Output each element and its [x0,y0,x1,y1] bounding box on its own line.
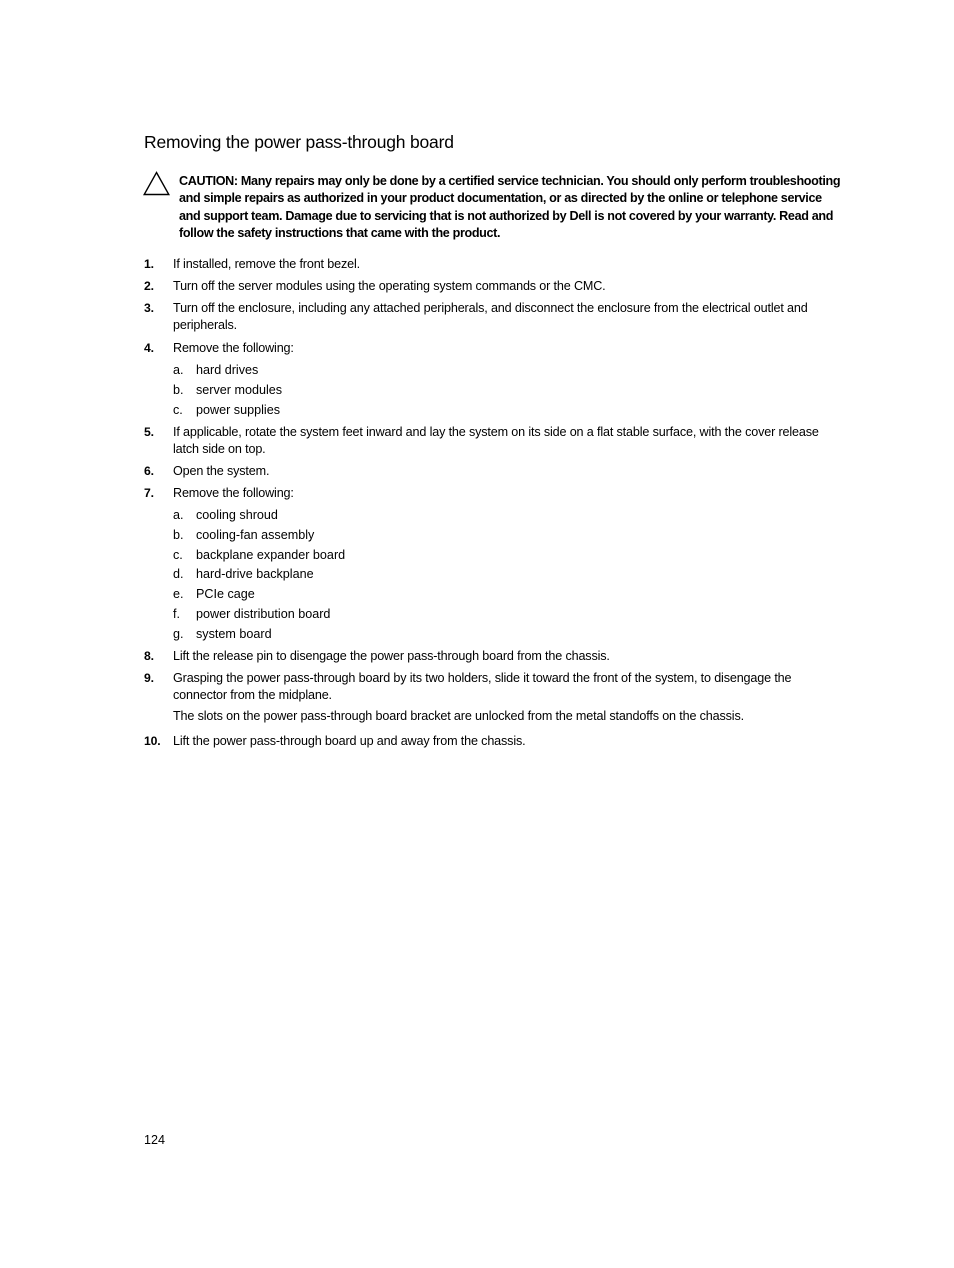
step-text: Remove the following: [173,341,294,355]
page-title: Removing the power pass-through board [144,132,454,152]
sub-item-text: system board [196,627,272,641]
step-text: If applicable, rotate the system feet inward and lay the system on its side on a flat stable surface, with the cover release latch side on top. [173,425,819,457]
step-number: 5. [144,425,154,439]
sub-item-text: hard-drive backplane [196,567,314,581]
step-number: 6. [144,464,154,478]
step-text: If installed, remove the front bezel. [173,257,360,271]
step-number: 1. [144,257,154,271]
sub-item-text: cooling-fan assembly [196,528,315,542]
sub-item-text: backplane expander board [196,548,346,562]
step-text: Lift the power pass-through board up and away from the chassis. [173,734,526,748]
sub-item-text: power distribution board [196,607,331,621]
step-text: Turn off the enclosure, including any attached peripherals, and disconnect the enclosure from the electrical outlet and peripherals. [173,301,808,333]
step-number: 7. [144,486,154,500]
sub-item-letter: b. [173,528,184,542]
sub-item-letter: c. [173,548,183,562]
sub-item-letter: b. [173,383,184,397]
step-text: Turn off the server modules using the operating system commands or the CMC. [173,279,606,293]
step-text: Open the system. [173,464,270,478]
sub-item-letter: f. [173,607,180,621]
sub-item-text: cooling shroud [196,508,278,522]
step-number: 8. [144,649,154,663]
step-text: Lift the release pin to disengage the power pass-through board from the chassis. [173,649,610,663]
sub-item-text: hard drives [196,363,259,377]
sub-item-text: server modules [196,383,283,397]
step-note: The slots on the power pass-through board bracket are unlocked from the metal standoffs on the chassis. [173,709,744,723]
step-text: Remove the following: [173,486,294,500]
page-number: 124 [144,1133,166,1147]
step-number: 2. [144,279,154,293]
sub-item-text: power supplies [196,403,281,417]
sub-item-letter: d. [173,567,184,581]
step-number: 9. [144,671,154,685]
step-number: 4. [144,341,154,355]
sub-item-letter: g. [173,627,184,641]
step-number: 10. [144,734,161,748]
step-number: 3. [144,301,154,315]
sub-item-letter: c. [173,403,183,417]
sub-item-text: PCIe cage [196,587,255,601]
sub-item-letter: a. [173,363,184,377]
sub-item-letter: a. [173,508,184,522]
caution-text: CAUTION: Many repairs may only be done by a certified service technician. You should only perform troubleshooting and simple repairs as authorized in your product documentation, or as directed by the online or telephone service and support team. Damage due to servicing that is not authorized by Dell is not covered by your warranty. Read and follow the safety instructions that came with the product. [179,174,841,240]
sub-item-letter: e. [173,587,184,601]
step-text: Grasping the power pass-through board by its two holders, slide it toward the front of the system, to disengage the connector from the midplane. [173,671,792,703]
warning-triangle-icon [143,171,170,196]
